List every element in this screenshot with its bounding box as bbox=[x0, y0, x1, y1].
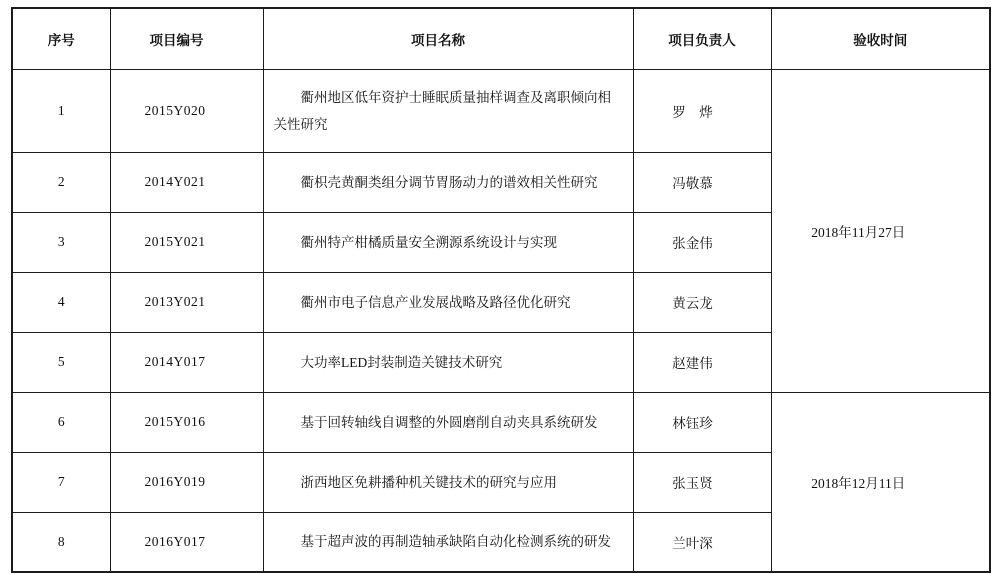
cell-leader: 罗 烨 bbox=[633, 69, 771, 152]
cell-leader: 林钰珍 bbox=[633, 392, 771, 452]
cell-no: 7 bbox=[12, 452, 110, 512]
cell-leader: 张金伟 bbox=[633, 212, 771, 272]
cell-code: 2015Y021 bbox=[110, 212, 263, 272]
cell-title bbox=[263, 452, 633, 512]
cell-no: 2 bbox=[12, 152, 110, 212]
project-title-text: 浙西地区免耕播种机关键技术的研究与应用 bbox=[300, 474, 557, 490]
cell-no: 8 bbox=[12, 512, 110, 572]
cell-title bbox=[263, 332, 633, 392]
projects-table bbox=[11, 7, 991, 573]
cell-leader: 赵建伟 bbox=[633, 332, 771, 392]
header-leader: 项目负责人 bbox=[633, 8, 771, 69]
project-title-text: 衢州特产柑橘质量安全溯源系统设计与实现 bbox=[300, 234, 557, 250]
project-title-text: 衢枳壳黄酮类组分调节胃肠动力的谱效相关性研究 bbox=[300, 174, 598, 190]
cell-code: 2015Y020 bbox=[110, 69, 263, 152]
header-date: 验收时间 bbox=[771, 8, 990, 69]
header-title: 项目名称 bbox=[263, 8, 633, 69]
project-title-text: 基于回转轴线自调整的外圆磨削自动夹具系统研发 bbox=[300, 414, 598, 430]
cell-no: 4 bbox=[12, 272, 110, 332]
cell-code: 2014Y021 bbox=[110, 152, 263, 212]
cell-code: 2016Y017 bbox=[110, 512, 263, 572]
project-title-text: 基于超声波的再制造轴承缺陷自动化检测系统的研发 bbox=[300, 534, 611, 550]
cell-no: 3 bbox=[12, 212, 110, 272]
cell-leader: 冯敬慕 bbox=[633, 152, 771, 212]
cell-leader: 兰叶深 bbox=[633, 512, 771, 572]
cell-title bbox=[263, 512, 633, 572]
cell-no: 6 bbox=[12, 392, 110, 452]
cell-code: 2016Y019 bbox=[110, 452, 263, 512]
cell-code: 2015Y016 bbox=[110, 392, 263, 452]
project-title-text: 衢州市电子信息产业发展战略及路径优化研究 bbox=[300, 294, 571, 310]
cell-code: 2014Y017 bbox=[110, 332, 263, 392]
cell-acceptance-date: 2018年12月11日 bbox=[771, 392, 990, 572]
header-row bbox=[12, 8, 990, 69]
cell-title bbox=[263, 152, 633, 212]
cell-leader: 张玉贤 bbox=[633, 452, 771, 512]
project-title-text: 衢州地区低年资护士睡眠质量抽样调查及离职倾向相关性研究 bbox=[273, 89, 611, 132]
project-title-text: 大功率LED封装制造关键技术研究 bbox=[300, 354, 503, 370]
table-row bbox=[12, 69, 990, 152]
table-row bbox=[12, 392, 990, 452]
cell-acceptance-date: 2018年11月27日 bbox=[771, 69, 990, 392]
cell-title bbox=[263, 69, 633, 152]
cell-code: 2013Y021 bbox=[110, 272, 263, 332]
cell-leader: 黄云龙 bbox=[633, 272, 771, 332]
header-code: 项目编号 bbox=[110, 8, 263, 69]
cell-title bbox=[263, 212, 633, 272]
cell-no: 1 bbox=[12, 69, 110, 152]
header-no: 序号 bbox=[12, 8, 110, 69]
cell-no: 5 bbox=[12, 332, 110, 392]
cell-title bbox=[263, 272, 633, 332]
cell-title bbox=[263, 392, 633, 452]
